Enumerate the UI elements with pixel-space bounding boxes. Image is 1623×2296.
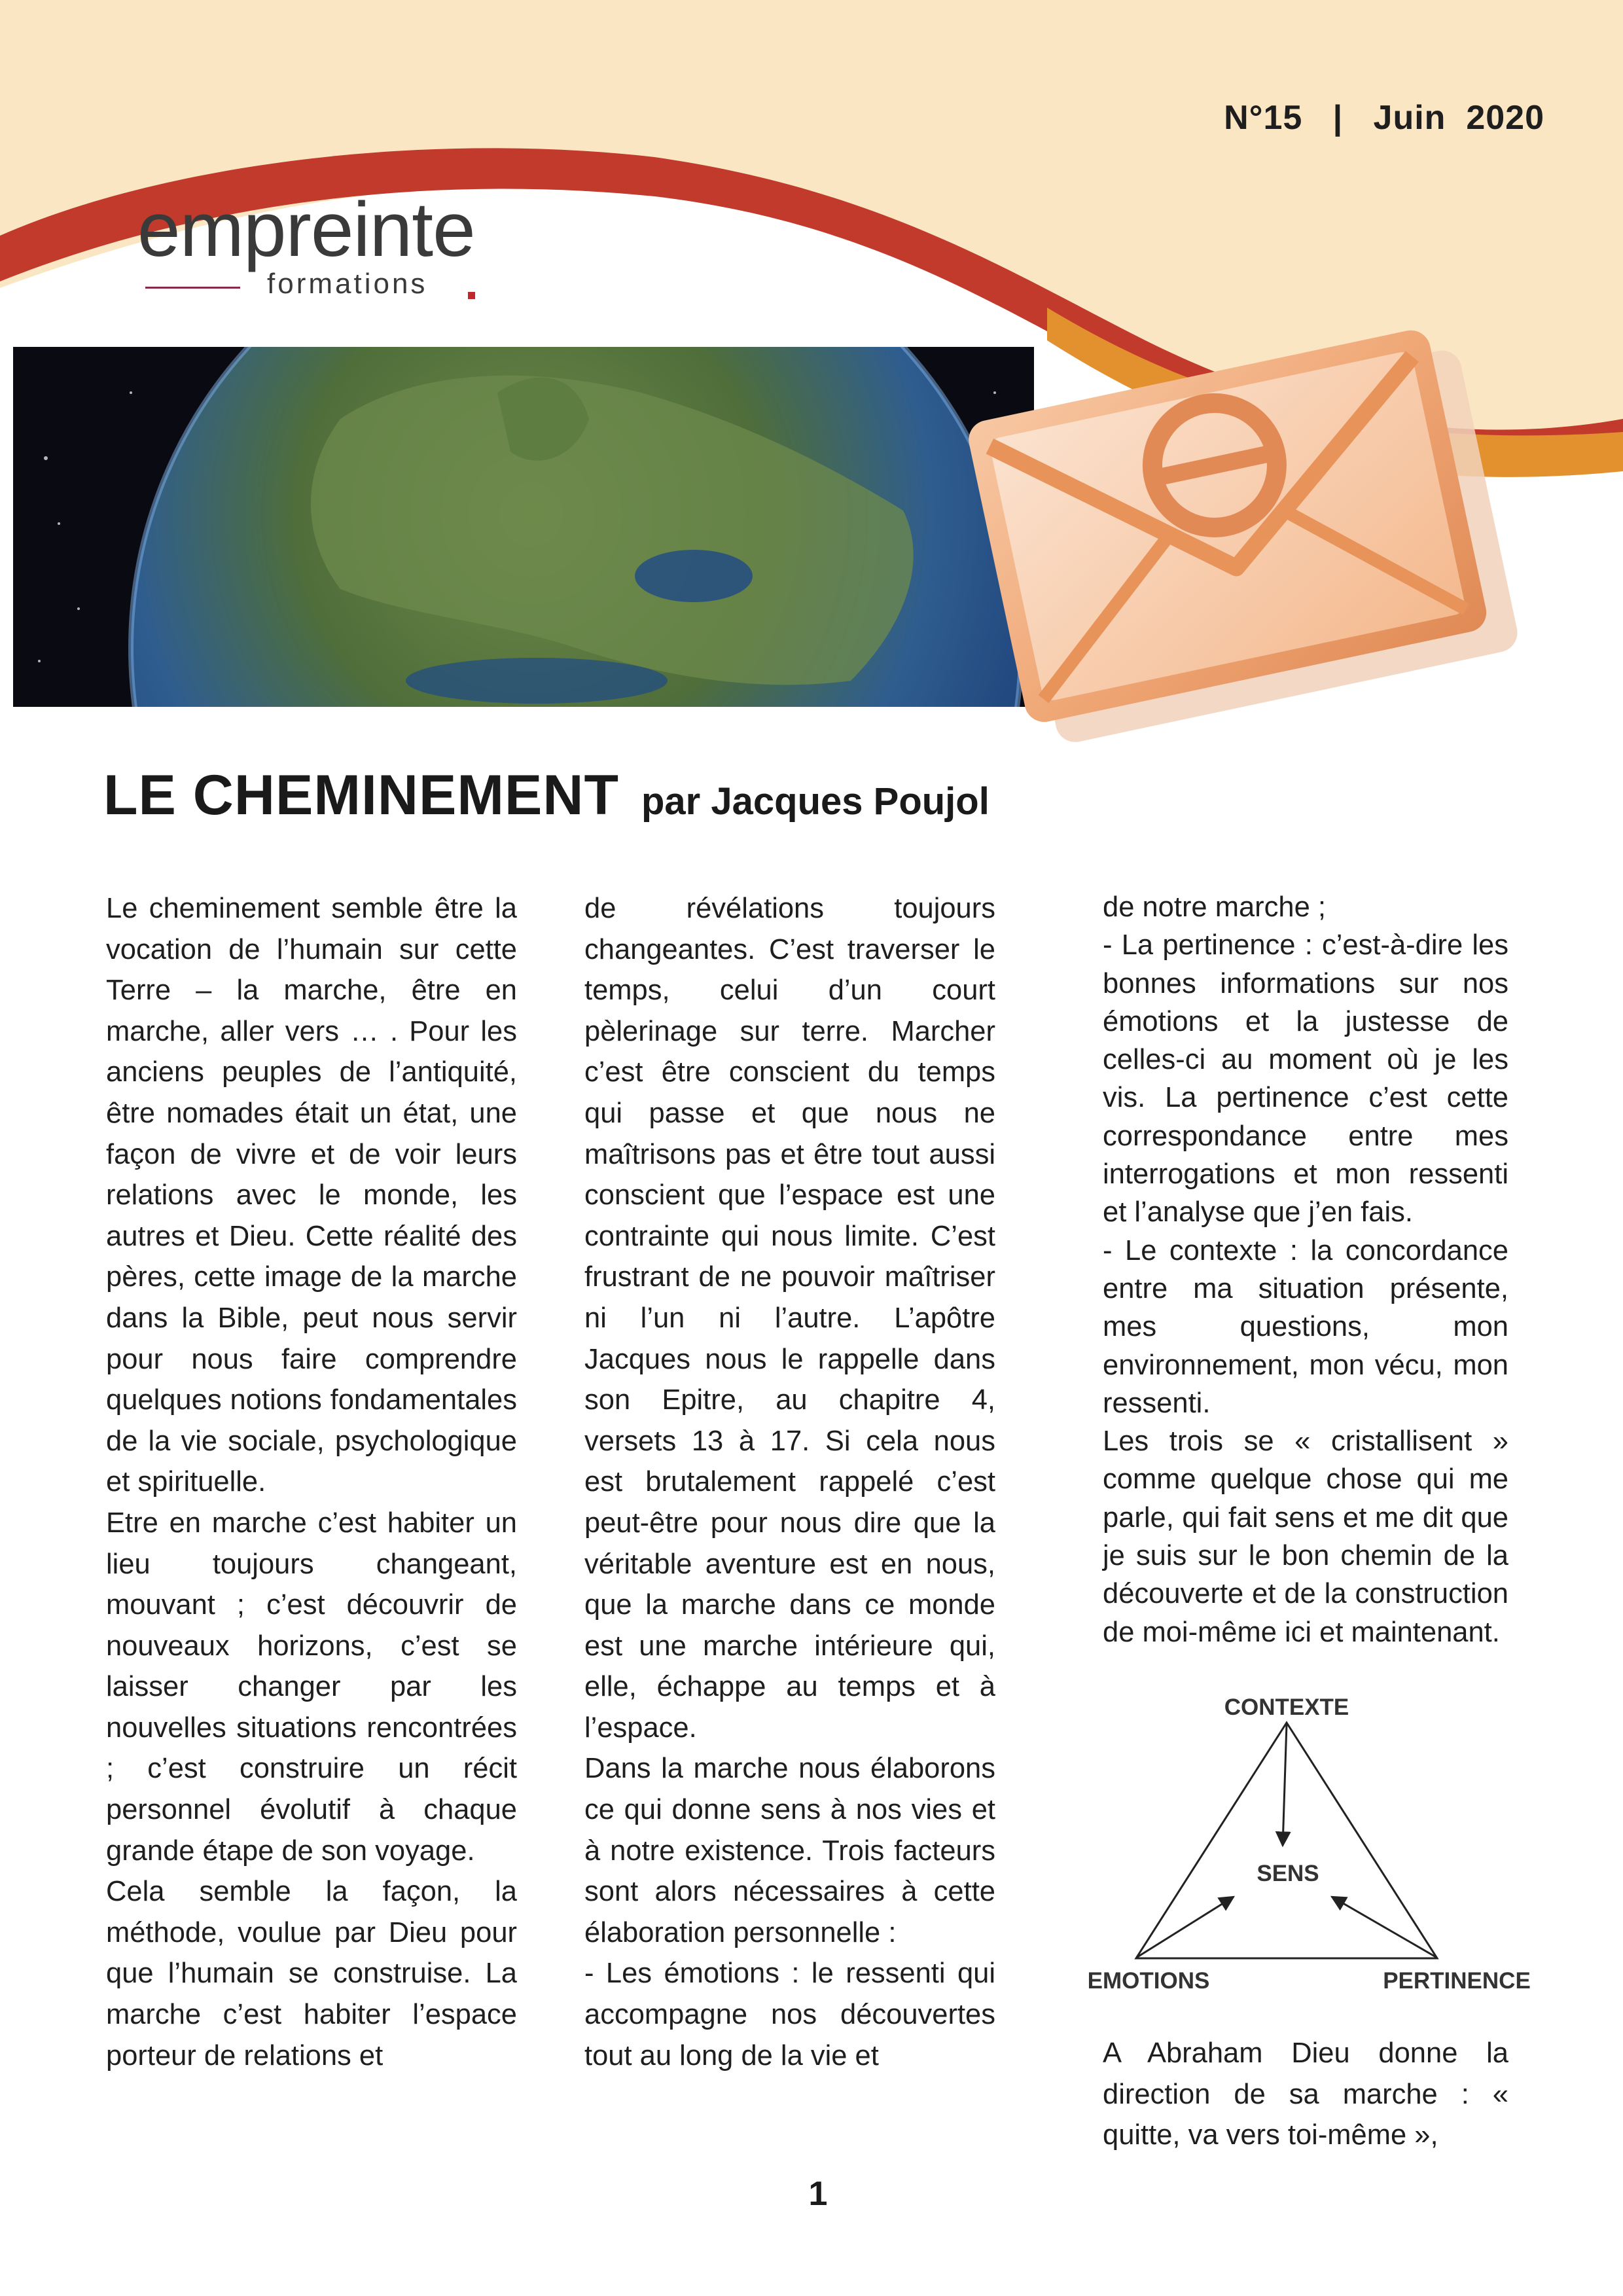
label-emotions: EMOTIONS	[1087, 1968, 1210, 1994]
text-column-3-end	[1103, 2033, 1508, 2156]
paragraph: A Abraham Dieu donne la direction de sa marche : « quitte, va vers toi-même »,	[1103, 2037, 1508, 2151]
text-column-1	[106, 888, 517, 2076]
text-column-2	[584, 888, 995, 2076]
paragraph: - La pertinence : c’est-à-dire les bonnes informations sur nos émotions et la justesse de celles-ci au moment où je les vis. La pertinence c’est cette correspondance entre mes interrogations et mon ressenti et l’analyse que j’en fais.	[1103, 929, 1508, 1229]
paragraph: de notre marche ;	[1103, 891, 1326, 923]
paragraph: - Le contexte : la concordance entre ma situation présente, mes questions, mon environnement, mon vécu, mon ressenti.	[1103, 1234, 1508, 1419]
label-contexte: CONTEXTE	[1224, 1695, 1349, 1720]
paragraph: - Les émotions : le ressenti qui accompagne nos découvertes tout au long de la vie et	[584, 1958, 995, 2072]
triangle-outline	[1136, 1723, 1437, 1958]
arrow-contexte	[1283, 1724, 1287, 1846]
paragraph: Etre en marche c’est habiter un lieu toujours changeant, mouvant ; c’est découvrir de nouveaux horizons, c’est se laisser changer par les nouvelles situations rencontrées ; c’est construire un récit personnel évolutif à chaque grande étape de son voyage.	[106, 1507, 517, 1867]
logo-divider	[145, 287, 240, 289]
logo-subtitle: formations	[267, 268, 428, 300]
arrow-emotions	[1137, 1897, 1234, 1957]
arrow-pertinence	[1332, 1897, 1436, 1957]
page-number: 1	[808, 2175, 828, 2213]
paragraph: Le cheminement semble être la vocation de l’humain sur cette Terre – la marche, être en marche, aller vers … . Pour les anciens peuples de l’antiquité, être nomades était un état, une façon de vivre et de voir leurs relations avec le monde, les autres et Dieu. Cette réalité des pères, cette image de la marche dans la Bible, peut nous servir pour nous faire comprendre quelques notions fondamentales de la vie sociale, psychologique et spirituelle.	[106, 893, 517, 1498]
logo-wordmark: empreinte	[137, 187, 475, 273]
paragraph: Cela semble la façon, la méthode, voulue par Dieu pour que l’humain se construise. La marche c’est habiter l’espace porteur de relations et	[106, 1876, 517, 2072]
article-title: LE CHEMINEMENT	[103, 764, 619, 827]
article-byline: par Jacques Poujol	[641, 780, 990, 823]
label-sens: SENS	[1257, 1861, 1319, 1886]
paragraph: Les trois se « cristallisent » comme quelque chose qui me parle, qui fait sens et me dit que je suis sur le bon chemin de la découverte et de la construction de moi-même ici et maintenant.	[1103, 1426, 1508, 1648]
text-column-3	[1103, 888, 1508, 1651]
logo-dot	[468, 292, 475, 299]
issue-number: N°15 | Juin 2020	[1224, 99, 1544, 137]
paragraph: Dans la marche nous élaborons ce qui donne sens à nos vies et à notre existence. Trois facteurs sont alors nécessaires à cette élaboration personnelle :	[584, 1753, 995, 1948]
triangle-diagram	[1073, 1695, 1544, 2003]
paragraph: de révélations toujours changeantes. C’est traverser le temps, celui d’un court pèlerinage sur terre. Marcher c’est être conscient du temps qui passe et que nous ne maîtrisons pas et être tout aussi conscient que l’espace est une contrainte qui nous limite. C’est frustrant de ne pouvoir maîtriser ni l’un ni l’autre. L’apôtre Jacques nous le rappelle dans son Epitre, au chapitre 4, versets 13 à 17. Si cela nous est brutalement rappelé c’est peut-être pour nous dire que la véritable aventure est en nous, que la marche dans ce monde est une marche intérieure qui, elle, échappe au temps et à l’espace.	[584, 893, 995, 1744]
label-pertinence: PERTINENCE	[1383, 1968, 1531, 1994]
